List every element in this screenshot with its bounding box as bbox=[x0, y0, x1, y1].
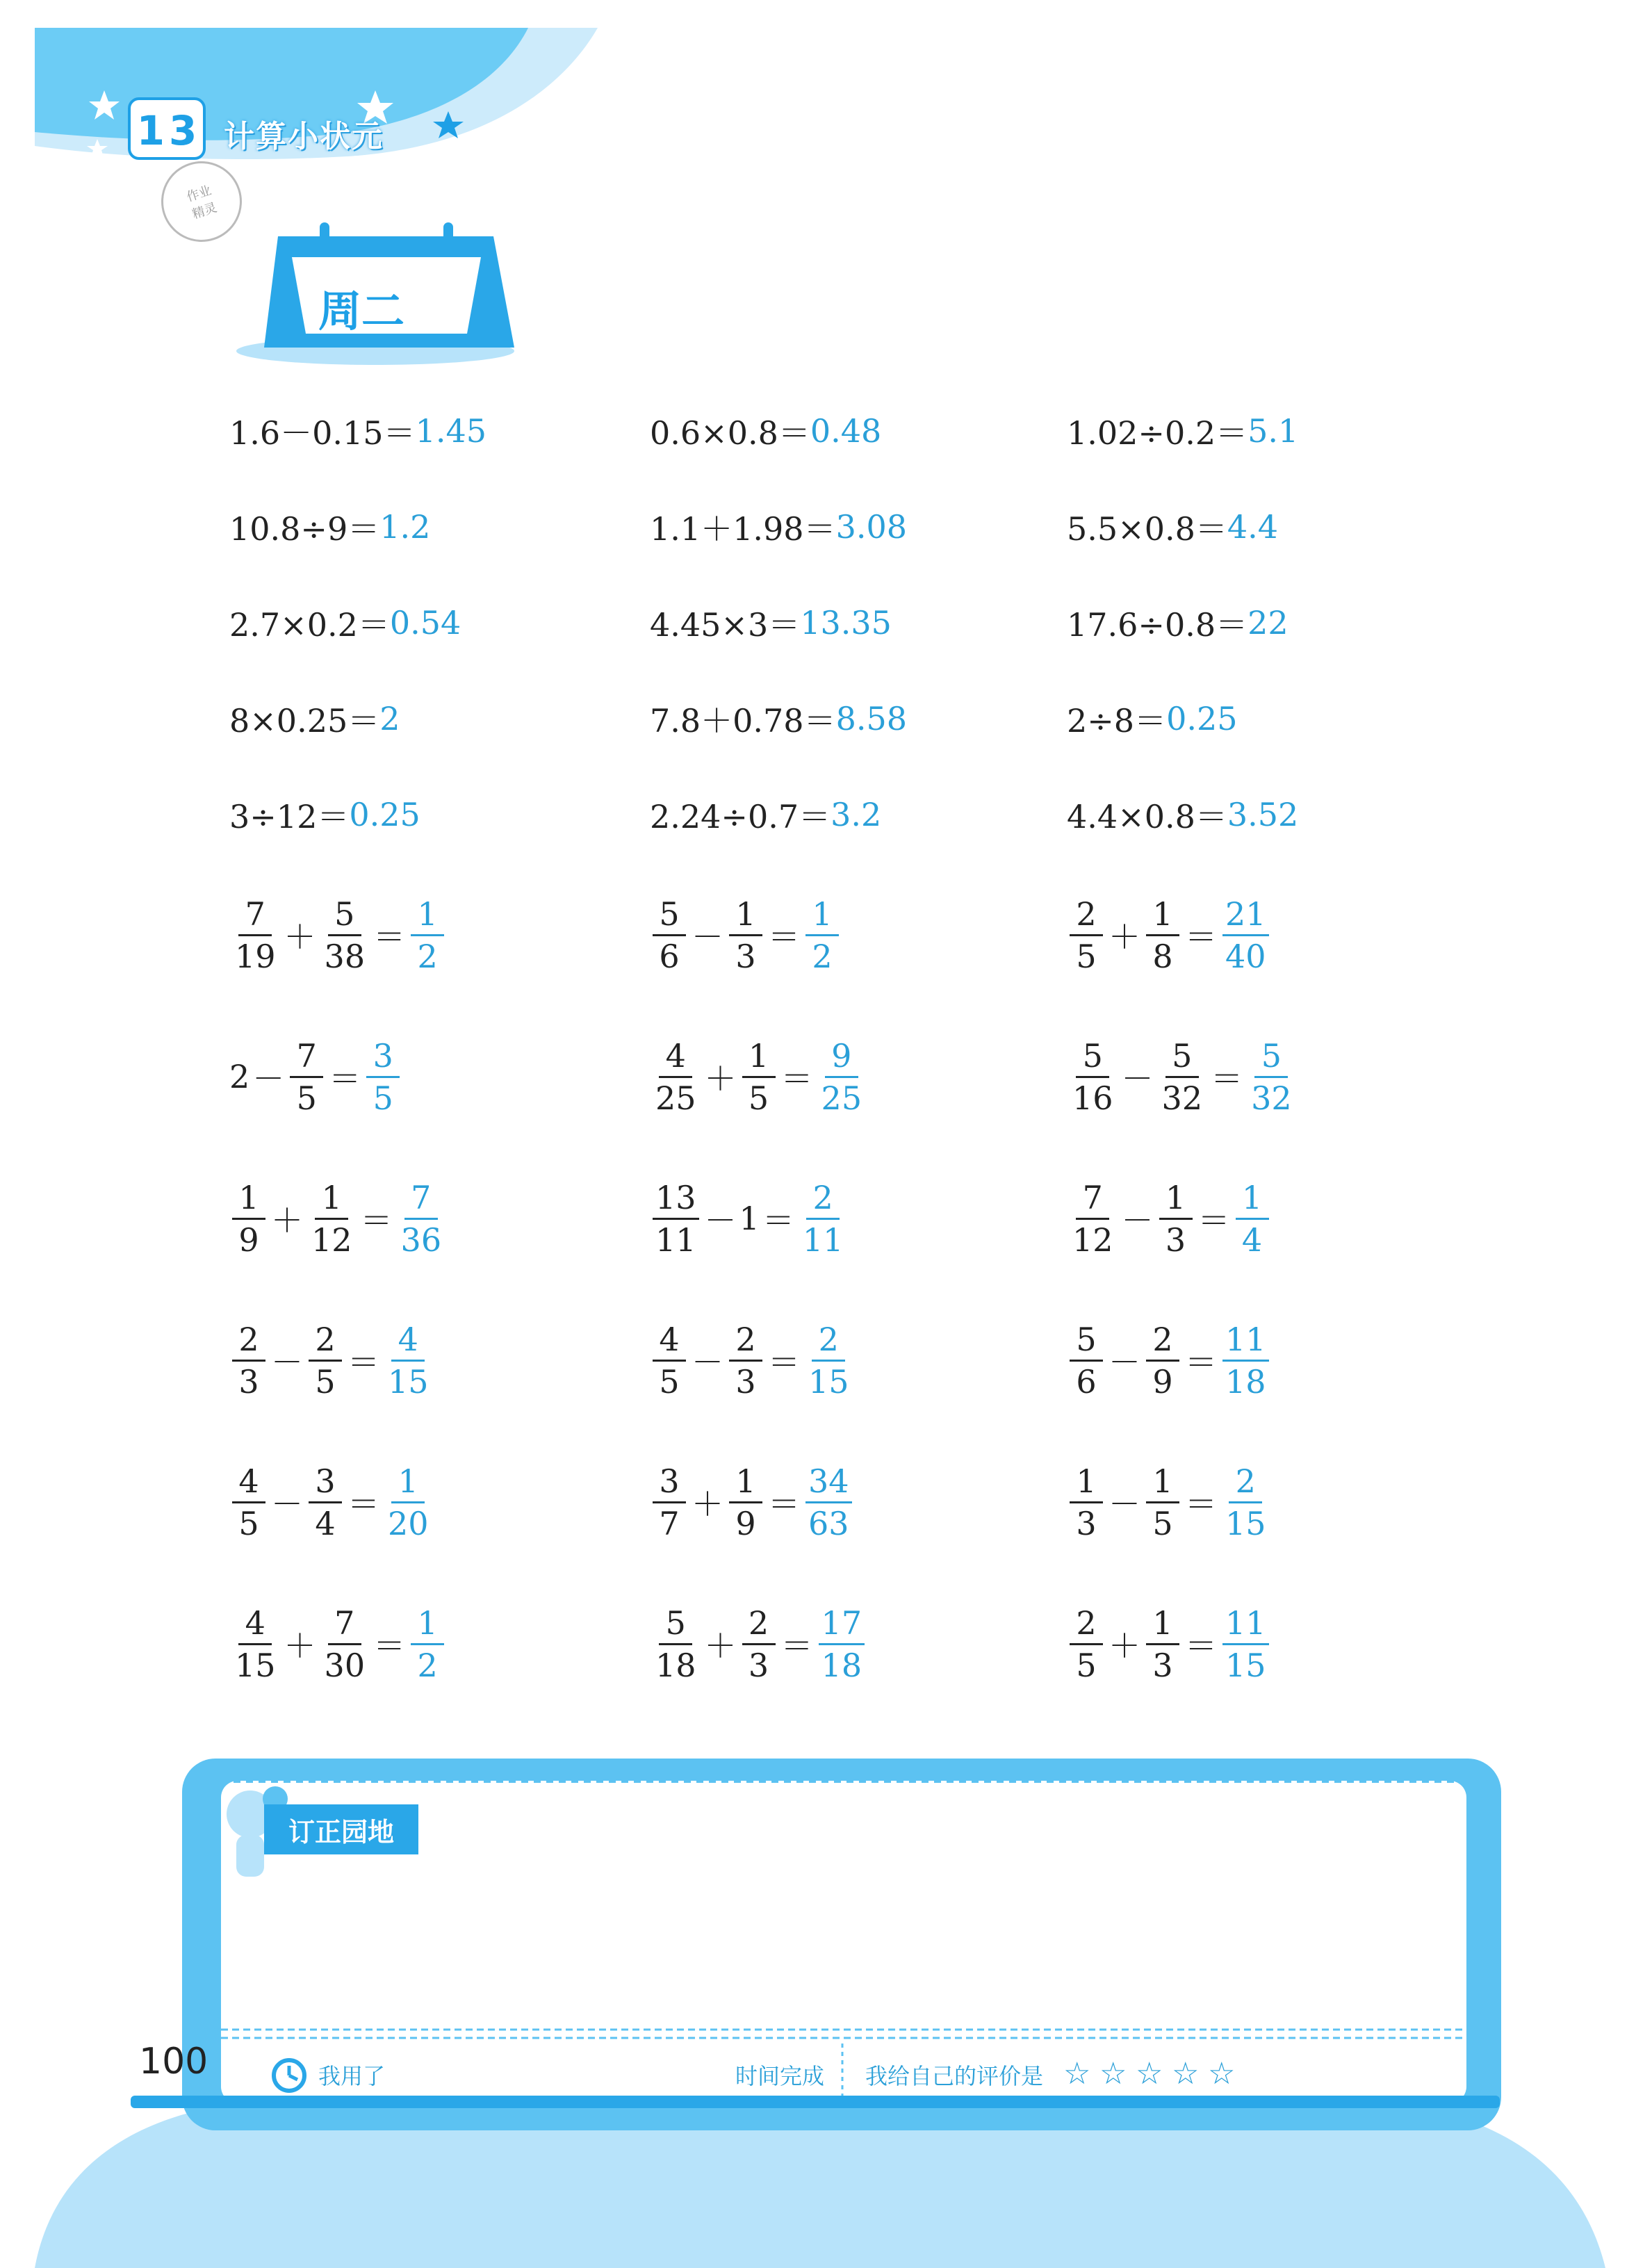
answer: $\frac{11}{18}$ bbox=[1222, 1323, 1269, 1398]
answer: 0.25 bbox=[349, 796, 420, 833]
answer: $\frac{21}{40}$ bbox=[1222, 898, 1269, 972]
answer: 2 bbox=[379, 700, 400, 737]
header-badge: 1 3 bbox=[136, 107, 197, 154]
answer: $\frac{1}{2}$ bbox=[411, 1607, 444, 1681]
correction-area bbox=[0, 1738, 1636, 2268]
answer: 4.4 bbox=[1227, 508, 1279, 546]
header-title: 计算小状元 bbox=[224, 119, 384, 154]
problem-item: 1.02÷0.2＝ 5.1 bbox=[1067, 412, 1299, 452]
fraction-problem: $\frac{5}{16}$ － $\frac{5}{32}$ ＝ $\frac{5}{32}$ bbox=[1067, 1035, 1298, 1118]
answer: $\frac{1}{2}$ bbox=[805, 898, 839, 972]
fraction-problem: $\frac{4}{25}$ ＋ $\frac{1}{5}$ ＝ $\frac{9}{25}$ bbox=[650, 1035, 867, 1118]
problem-item: 10.8÷9＝ 1.2 bbox=[229, 508, 431, 548]
answer: $\frac{3}{5}$ bbox=[366, 1040, 400, 1114]
rating-star-icon[interactable]: ☆ bbox=[1172, 2056, 1200, 2091]
answer: 3.08 bbox=[835, 508, 907, 546]
fraction-problem: 2 － $\frac{7}{5}$ ＝ $\frac{3}{5}$ bbox=[229, 1035, 402, 1118]
problem-item: 5.5×0.8＝ 4.4 bbox=[1067, 508, 1279, 548]
problem-item: 17.6÷0.8＝ 22 bbox=[1067, 604, 1289, 644]
watermark-stamp: 作业 精灵 bbox=[151, 151, 252, 252]
answer: 8.58 bbox=[835, 700, 907, 737]
fraction-problem: $\frac{3}{7}$ ＋ $\frac{1}{9}$ ＝ $\frac{34}{63}$ bbox=[650, 1460, 855, 1544]
fraction-problem: $\frac{4}{5}$ － $\frac{3}{4}$ ＝ $\frac{1}{20}$ bbox=[229, 1460, 434, 1544]
problem-item: 7.8＋0.78＝ 8.58 bbox=[650, 700, 907, 740]
fraction-problem: $\frac{2}{3}$ － $\frac{2}{5}$ ＝ $\frac{4}{15}$ bbox=[229, 1319, 434, 1402]
problem-item: 0.6×0.8＝ 0.48 bbox=[650, 412, 882, 452]
answer: $\frac{1}{2}$ bbox=[411, 898, 444, 972]
answer: $\frac{1}{20}$ bbox=[388, 1462, 429, 1542]
answer: 3.2 bbox=[831, 796, 882, 833]
answer: 5.1 bbox=[1248, 412, 1299, 450]
fraction-problem: $\frac{2}{5}$ ＋ $\frac{1}{3}$ ＝ $\frac{11}{15}$ bbox=[1067, 1602, 1272, 1686]
problem-item: 1.1＋1.98＝ 3.08 bbox=[650, 508, 907, 548]
fraction-problem: $\frac{2}{5}$ ＋ $\frac{1}{8}$ ＝ $\frac{21}{40}$ bbox=[1067, 893, 1272, 977]
rating-star-icon[interactable]: ☆ bbox=[1136, 2056, 1163, 2091]
fraction-problem: $\frac{7}{19}$ ＋ $\frac{5}{38}$ ＝ $\frac{1}{2}$ bbox=[229, 893, 447, 977]
answer: $\frac{7}{36}$ bbox=[400, 1178, 442, 1259]
answer: $\frac{9}{25}$ bbox=[821, 1036, 862, 1117]
day-title: 周二 bbox=[318, 286, 404, 336]
problem-item: 2.24÷0.7＝ 3.2 bbox=[650, 796, 882, 835]
problem-item: 4.45×3＝ 13.35 bbox=[650, 604, 892, 644]
answer: 1.2 bbox=[379, 508, 431, 546]
problem-item: 1.6－0.15＝ 1.45 bbox=[229, 412, 486, 452]
problem-item: 8×0.25＝ 2 bbox=[229, 700, 400, 740]
answer: $\frac{17}{18}$ bbox=[819, 1607, 865, 1681]
answer: 13.35 bbox=[800, 604, 892, 642]
fraction-problem: $\frac{4}{15}$ ＋ $\frac{7}{30}$ ＝ $\frac{1}{2}$ bbox=[229, 1602, 447, 1686]
fraction-problem: $\frac{1}{9}$ ＋ $\frac{1}{12}$ ＝ $\frac{7}{36}$ bbox=[229, 1177, 447, 1260]
fraction-problem: $\frac{1}{3}$ － $\frac{1}{5}$ ＝ $\frac{2}{15}$ bbox=[1067, 1460, 1272, 1544]
answer: 1.45 bbox=[415, 412, 486, 450]
answer: $\frac{2}{15}$ bbox=[1225, 1462, 1266, 1542]
answer: 0.48 bbox=[810, 412, 882, 450]
fraction-problem: $\frac{13}{11}$ － 1 ＝ $\frac{2}{11}$ bbox=[650, 1177, 849, 1260]
fraction-problem: $\frac{5}{18}$ ＋ $\frac{2}{3}$ ＝ $\frac{17}{18}$ bbox=[650, 1602, 867, 1686]
fraction-problem: $\frac{5}{6}$ － $\frac{1}{3}$ ＝ $\frac{1}{2}$ bbox=[650, 893, 842, 977]
answer: 0.54 bbox=[389, 604, 461, 642]
fraction-problem: $\frac{7}{12}$ － $\frac{1}{3}$ ＝ $\frac{1}{4}$ bbox=[1067, 1177, 1272, 1260]
answer: $\frac{1}{4}$ bbox=[1236, 1182, 1269, 1256]
problem-item: 4.4×0.8＝ 3.52 bbox=[1067, 796, 1299, 835]
answer: 0.25 bbox=[1166, 700, 1238, 737]
correction-title: 订正园地 bbox=[264, 1804, 418, 1854]
problem-item: 3÷12＝ 0.25 bbox=[229, 796, 420, 835]
time-complete-label: 时间完成 bbox=[735, 2063, 825, 2089]
answer: 3.52 bbox=[1227, 796, 1299, 833]
answer: 22 bbox=[1248, 604, 1289, 642]
rating-star-icon[interactable]: ☆ bbox=[1099, 2056, 1127, 2091]
answer: $\frac{11}{15}$ bbox=[1222, 1607, 1269, 1681]
fraction-problem: $\frac{4}{5}$ － $\frac{2}{3}$ ＝ $\frac{2}{15}$ bbox=[650, 1319, 855, 1402]
fraction-problem: $\frac{5}{6}$ － $\frac{2}{9}$ ＝ $\frac{11}{18}$ bbox=[1067, 1319, 1272, 1402]
self-eval-label: 我给自己的评价是 bbox=[865, 2063, 1044, 2089]
problem-item: 2÷8＝ 0.25 bbox=[1067, 700, 1238, 740]
time-used-label: 我用了 bbox=[318, 2063, 386, 2089]
answer: $\frac{2}{11}$ bbox=[802, 1178, 844, 1259]
problem-item: 2.7×0.2＝ 0.54 bbox=[229, 604, 461, 644]
answer: $\frac{2}{15}$ bbox=[808, 1320, 849, 1401]
rating-star-icon[interactable]: ☆ bbox=[1063, 2056, 1091, 2091]
answer: $\frac{5}{32}$ bbox=[1251, 1036, 1292, 1117]
answer: $\frac{4}{15}$ bbox=[388, 1320, 429, 1401]
answer: $\frac{34}{63}$ bbox=[805, 1465, 852, 1540]
rating-star-icon[interactable]: ☆ bbox=[1208, 2056, 1236, 2091]
page-number: 100 bbox=[139, 2041, 208, 2082]
